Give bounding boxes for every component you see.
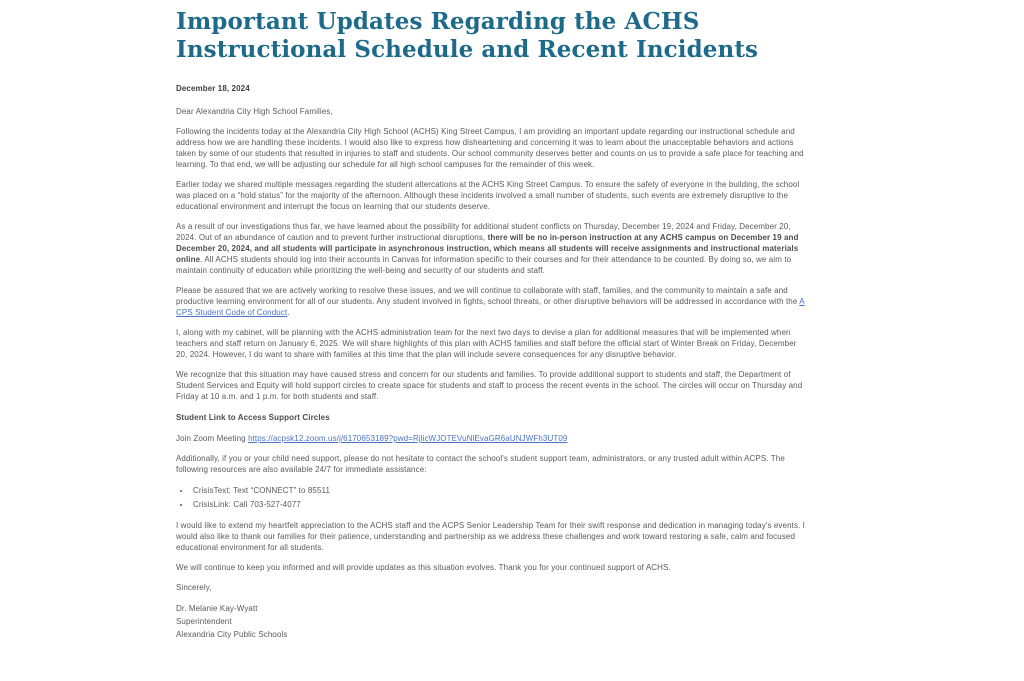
paragraph-plan-january [176,327,808,360]
paragraph-updates [176,562,808,573]
text-segment: Please be assured that we are actively working to resolve these issues, and we will continue to collaborate with staff, families, and the community to maintain a safe and productive learning environment for all of our students. Any student involved in fights, school threats, or other disruptive behaviors will be addressed in accordance with the [176,286,800,306]
list-item: • CrisisText: Text “CONNECT” to 85511 [191,485,808,496]
signature-name: Dr. Melanie Kay-Wyatt [176,604,258,613]
support-circles-heading: Student Link to Access Support Circles [176,413,330,422]
text-segment: We will continue to keep you informed and will provide updates as this situation evolves. Thank you for your continued support of ACHS. [176,563,671,572]
paragraph-code-of-conduct [176,285,808,318]
text-segment: I would like to extend my heartfelt appreciation to the ACHS staff and the ACPS Senior Leadership Team for their swift response and dedication in managing today's events. I would also like to thank our families for their patience, understanding and partnership as we address these challenges and work toward restoring a safe, calm and focused educational environment for all students. [176,521,806,552]
list-item: • CrisisLink: Call 703-527-4077 [191,499,808,510]
text-segment: Join Zoom Meeting [176,434,249,443]
page-title: Important Updates Regarding the ACHS Instructional Schedule and Recent Incidents [176,8,759,63]
letter-document [176,8,808,641]
paragraph-additional-support [176,453,808,475]
paragraph-incident-overview [176,126,808,170]
text-segment: there will be no in-person instruction at any ACHS campus on December 19 and December 20, 2024, and all students will participate in asynchronous instruction, which means all students will receive assignments and instructional materials online [176,233,799,264]
text-segment: We recognize that this situation may have caused stress and concern for our students and families. To provide additional support to students and staff, the Department of Student Services and Equity will hold support circles to create space for students and staff to process the recent events in the school. The circles will occur on Thursday and Friday at 10 a.m. and 1 p.m. for both students and staff. [176,370,803,401]
text-segment: Following the incidents today at the Alexandria City High School (ACHS) King Street Campus, I am providing an important update regarding our instructional schedule and address how we are handling these incidents. I would also like to express how disheartening and concerning it was to learn about the unacceptable behaviors and actions taken by some of our students that resulted in injuries to staff and students. Our school community deserves better and counts on us to provide a safe place for teaching and learning. To that end, we will be adjusting our schedule for all high school campuses for the remainder of this week. [176,127,804,169]
text-link[interactable]: https://acpsk12.zoom.us/j/6170653189?pwd=RjlicWJOTEVuNlEvaGR6aUNJWFh3UT09 [248,434,568,443]
text-segment: . [287,308,290,317]
text-segment: Earlier today we shared multiple messages regarding the student altercations at the ACHS King Street Campus. To ensure the safety of everyone in the building, the school was placed on a “hold status” for the majority of the afternoon. Although these incidents involved a small number of students, such events are extremely disruptive to the educational environment and interrupt the focus on learning that our students deserve. [176,180,800,211]
closing: Sincerely, [176,583,212,592]
text-segment: I, along with my cabinet, will be planning with the ACHS administration team for the next two days to devise a plan for additional measures that will be implemented when teachers and staff return on January 6, 2025. We will share highlights of this plan with ACHS families and staff before the official start of Winter Break on Friday, December 20, 2024. However, I do want to share with families at this time that the plan will include severe consequences for any disruptive behavior. [176,328,797,359]
paragraph-asynchronous-instruction [176,221,808,276]
salutation: Dear Alexandria City High School Families, [176,107,333,116]
date-line: December 18, 2024 [176,84,250,93]
zoom-meeting-line [176,433,808,444]
text-segment: As a result of our investigations thus far, we have learned about the possibility for additional student conflicts on Thursday, December 19, 2024 and Friday, December 20, 2024. Out of an abundance of caution and to prevent further instructional disruptions, [176,222,791,242]
paragraph-hold-status [176,179,808,212]
signature-block [176,602,808,641]
text-segment: Additionally, if you or your child need support, please do not hesitate to contact the school's student support team, administrators, or any trusted adult within ACPS. The following resources are also available 24/7 for immediate assistance: [176,454,785,474]
crisis-resource-list [191,485,808,510]
paragraph-support-circles [176,369,808,402]
signature-role: Superintendent [176,617,232,626]
signature-org: Alexandria City Public Schools [176,630,288,639]
text-segment: . All ACHS students should log into their accounts in Canvas for information specific to their courses and for their attendance to be counted. By doing so, we aim to maintain continuity of education while prioritizing the well-being and security of our students and staff. [176,255,792,275]
text-link[interactable]: ACPS Student Code of Conduct [176,297,805,317]
paragraph-appreciation [176,520,808,553]
